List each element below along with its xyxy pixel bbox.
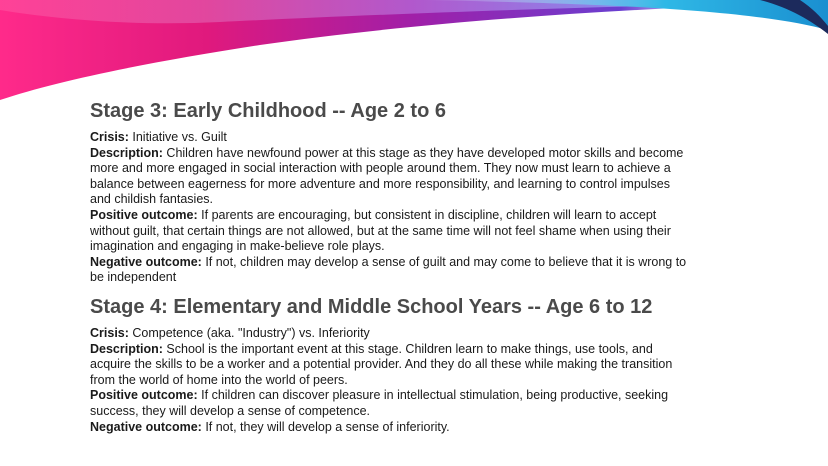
slide-content: [90, 98, 690, 443]
stage-3-negative-outcome: Negative outcome: If not, children may develop a sense of guilt and may come to believe that it is wrong to be independent: [90, 254, 687, 285]
stage-3-section: [90, 98, 690, 286]
decorative-swoosh-banner: [0, 0, 828, 110]
stage-3-positive-outcome: Positive outcome: If parents are encouraging, but consistent in discipline, children will learn to accept without guilt, that certain things are not allowed, but at the same time will not feel shame when using their imagination and engaging in make-believe role plays.: [90, 207, 671, 254]
stage-3-crisis: Crisis: Initiative vs. Guilt: [90, 130, 227, 144]
stage-4-negative-outcome: Negative outcome: If not, they will develop a sense of inferiority.: [90, 419, 450, 434]
stage-4-description: Description: School is the important event at this stage. Children learn to make things, use tools, and acquire the skills to be a worker and a potential provider. And they do all these while making the transition from the world of home into the world of peers.: [90, 341, 673, 387]
stage-4-crisis: Crisis: Competence (aka. "Industry") vs. Inferiority: [90, 325, 370, 340]
stage-4-section: [90, 294, 690, 435]
stage-3-description: Description: Children have newfound power at this stage as they have developed motor skills and become more and more engaged in social interaction with people around them. They now must learn to achieve a balance between eagerness for more adventure and more responsibility, and learning to control impulses and childish fantasies.: [90, 145, 684, 207]
stage-3-heading: Stage 3: Early Childhood -- Age 2 to 6: [90, 100, 446, 122]
stage-4-heading: Stage 4: Elementary and Middle School Years -- Age 6 to 12: [90, 295, 653, 318]
stage-4-positive-outcome: Positive outcome: If children can discover pleasure in intellectual stimulation, being productive, seeking success, they will develop a sense of competence.: [90, 388, 669, 418]
